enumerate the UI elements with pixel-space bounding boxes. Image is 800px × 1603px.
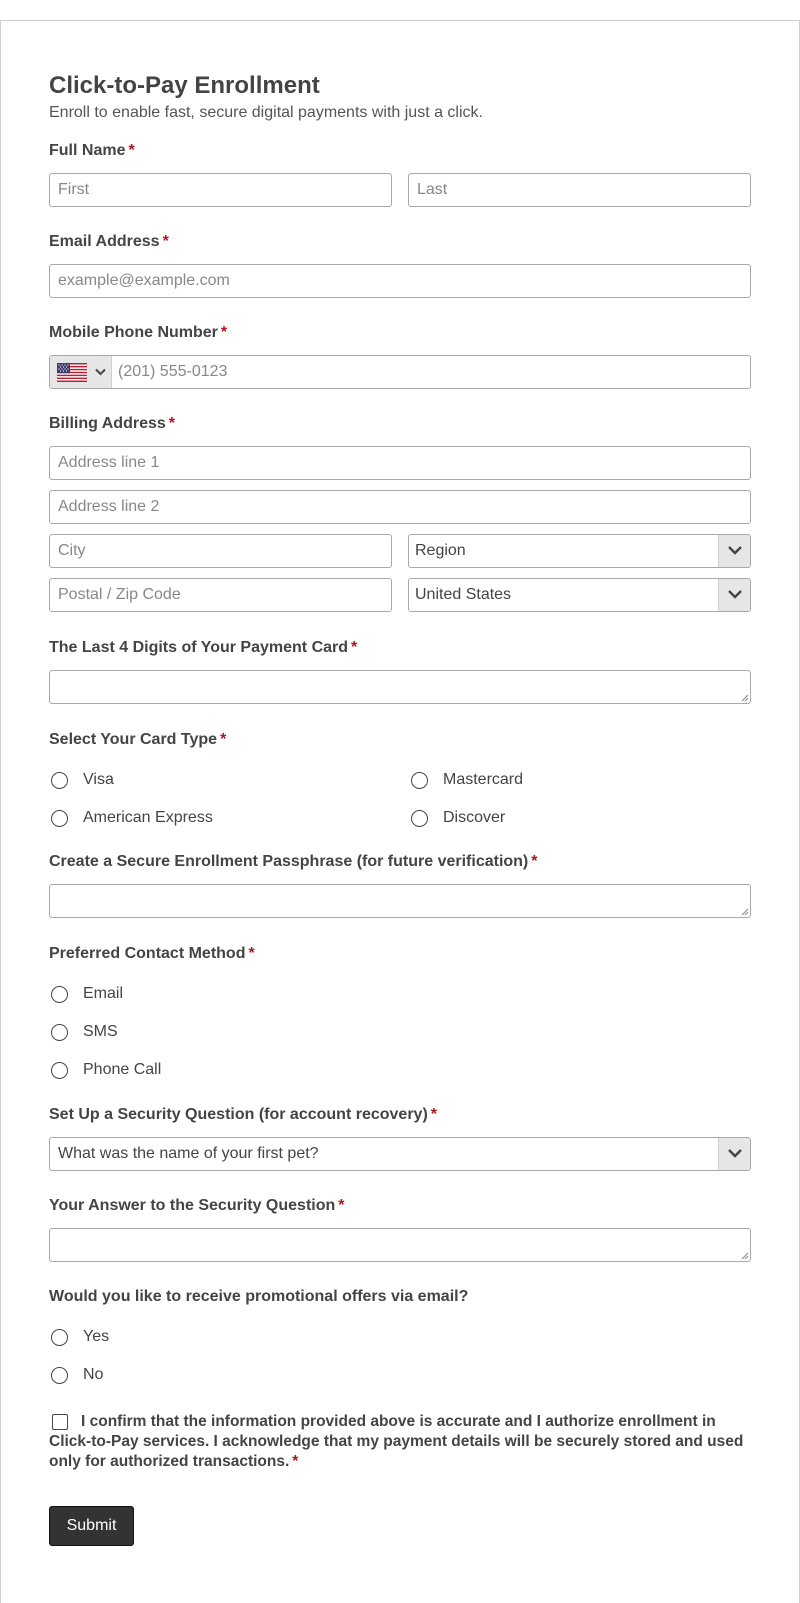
chevron-down-icon xyxy=(95,368,106,376)
contact-email-radio[interactable] xyxy=(51,985,123,1003)
card-type-discover-radio[interactable] xyxy=(411,809,505,827)
country-select[interactable] xyxy=(408,578,751,612)
region-select-value: Region xyxy=(415,542,466,559)
radio-label: Discover xyxy=(443,809,506,826)
form-title: Click-to-Pay Enrollment xyxy=(49,72,320,99)
last-name-input[interactable]: Last xyxy=(408,173,751,207)
required-mark: * xyxy=(338,1197,345,1214)
card-digits-label: The Last 4 Digits of Your Payment Card * xyxy=(49,639,358,656)
resize-handle-icon[interactable] xyxy=(740,693,749,702)
required-mark: * xyxy=(128,142,135,159)
passphrase-label: Create a Secure Enrollment Passphrase (for future verification) * xyxy=(49,853,538,870)
promo-no-radio[interactable] xyxy=(51,1366,103,1384)
form-subtitle: Enroll to enable fast, secure digital payments with just a click. xyxy=(49,104,483,121)
security-answer-textarea[interactable] xyxy=(49,1228,751,1262)
full-name-label: Full Name * xyxy=(49,142,135,159)
country-select-value: United States xyxy=(415,586,512,603)
radio-circle[interactable] xyxy=(51,1329,68,1346)
radio-circle[interactable] xyxy=(51,986,68,1003)
resize-handle-icon[interactable] xyxy=(740,1251,749,1260)
security-answer-label: Your Answer to the Security Question * xyxy=(49,1197,345,1214)
chevron-down-icon xyxy=(727,588,743,600)
promo-label: Would you like to receive promotional offers via email? xyxy=(49,1288,469,1305)
radio-circle[interactable] xyxy=(51,810,68,827)
radio-circle[interactable] xyxy=(411,772,428,789)
card-type-visa-radio[interactable] xyxy=(51,771,114,789)
email-label: Email Address * xyxy=(49,233,169,250)
country-code-select[interactable] xyxy=(50,356,112,388)
region-select-toggle[interactable] xyxy=(718,535,750,567)
radio-label: No xyxy=(83,1366,104,1383)
card-digits-textarea[interactable] xyxy=(49,670,751,704)
address-line2-input[interactable]: Address line 2 xyxy=(49,490,751,524)
address-line1-input[interactable]: Address line 1 xyxy=(49,446,751,480)
contact-sms-radio[interactable] xyxy=(51,1023,118,1041)
radio-label: American Express xyxy=(83,809,213,826)
security-question-label: Set Up a Security Question (for account recovery) * xyxy=(49,1106,437,1123)
phone-input[interactable]: (201) 555-0123 xyxy=(118,363,228,380)
card-type-label: Select Your Card Type * xyxy=(49,731,227,748)
required-mark: * xyxy=(351,639,358,656)
radio-label: Visa xyxy=(83,771,114,788)
phone-field[interactable] xyxy=(49,355,751,389)
security-question-select[interactable] xyxy=(49,1137,751,1171)
required-mark: * xyxy=(248,945,255,962)
card-type-amex-radio[interactable] xyxy=(51,809,213,827)
postal-code-input[interactable]: Postal / Zip Code xyxy=(49,578,392,612)
first-name-input[interactable]: First xyxy=(49,173,392,207)
resize-handle-icon[interactable] xyxy=(740,907,749,916)
radio-circle[interactable] xyxy=(51,772,68,789)
required-mark: * xyxy=(162,233,169,250)
country-select-toggle[interactable] xyxy=(718,579,750,611)
radio-circle[interactable] xyxy=(411,810,428,827)
phone-label: Mobile Phone Number * xyxy=(49,324,228,341)
region-select[interactable] xyxy=(408,534,751,568)
required-mark: * xyxy=(292,1453,299,1470)
required-mark: * xyxy=(531,853,538,870)
contact-method-label: Preferred Contact Method * xyxy=(49,945,255,962)
required-mark: * xyxy=(430,1106,437,1123)
radio-circle[interactable] xyxy=(51,1062,68,1079)
card-type-mastercard-radio[interactable] xyxy=(411,771,523,789)
required-mark: * xyxy=(220,731,227,748)
security-question-value: What was the name of your first pet? xyxy=(58,1145,319,1162)
chevron-down-icon xyxy=(727,1147,743,1159)
radio-label: Yes xyxy=(83,1328,110,1345)
contact-phone-call-radio[interactable] xyxy=(51,1061,161,1079)
required-mark: * xyxy=(220,324,228,341)
radio-circle[interactable] xyxy=(51,1024,68,1041)
confirm-label: I confirm that the information provided above is accurate and I authorize enrollment in Click-to-Pay services. I acknowledge that my payment details will be securely stored and used only for authorized transactions. * xyxy=(49,1413,744,1470)
billing-address-label: Billing Address * xyxy=(49,415,175,432)
us-flag-icon xyxy=(57,363,87,382)
submit-button[interactable]: Submit xyxy=(49,1506,134,1546)
radio-label: Phone Call xyxy=(83,1061,162,1078)
email-input[interactable]: example@example.com xyxy=(49,264,751,298)
radio-circle[interactable] xyxy=(51,1367,68,1384)
radio-label: SMS xyxy=(83,1023,118,1040)
radio-label: Email xyxy=(83,985,124,1002)
radio-label: Mastercard xyxy=(443,771,524,788)
required-mark: * xyxy=(168,415,175,432)
security-question-toggle[interactable] xyxy=(718,1138,750,1170)
chevron-down-icon xyxy=(727,544,743,556)
promo-yes-radio[interactable] xyxy=(51,1328,109,1346)
passphrase-textarea[interactable] xyxy=(49,884,751,918)
city-input[interactable]: City xyxy=(49,534,392,568)
